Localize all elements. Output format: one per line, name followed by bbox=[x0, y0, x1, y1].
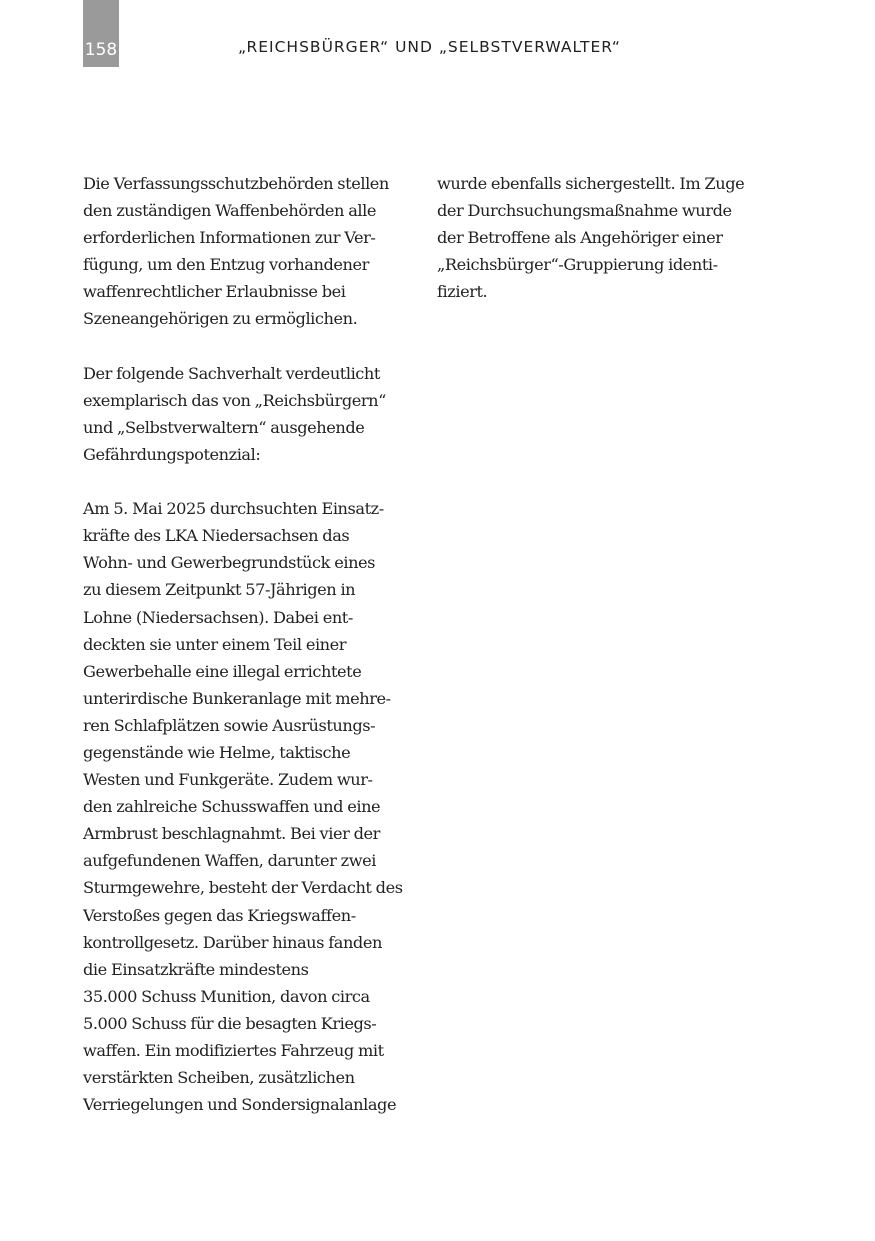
text-line: ren Schlafplätzen sowie Ausrüstungs- bbox=[83, 715, 376, 735]
text-line: erforderlichen Informationen zur Ver- bbox=[83, 228, 376, 248]
text-line: Armbrust beschlagnahmt. Bei vier der bbox=[83, 824, 380, 844]
text-line: aufgefundenen Waffen, darunter zwei bbox=[83, 851, 376, 871]
page-number: 158 bbox=[83, 0, 119, 67]
text-line: Der folgende Sachverhalt verdeutlicht bbox=[83, 363, 380, 383]
text-line: waffenrechtlicher Erlaubnisse bei bbox=[83, 282, 346, 302]
paragraph-sachverhalt-intro bbox=[83, 360, 413, 468]
text-line: waffen. Ein modifiziertes Fahrzeug mit bbox=[83, 1041, 384, 1060]
text-line: Verriegelungen und Sondersignalanlage bbox=[83, 1095, 397, 1115]
text-line: kontrollgesetz. Darüber hinaus fanden bbox=[83, 932, 382, 952]
text-line: Westen und Funkgeräte. Zudem wur- bbox=[83, 770, 373, 790]
text-line: 35.000 Schuss Munition, davon circa bbox=[83, 986, 370, 1006]
text-line: der Betroffene als Angehöriger einer bbox=[437, 228, 723, 248]
text-line: Wohn- und Gewerbegrundstück eines bbox=[83, 553, 376, 573]
text-line: fügung, um den Entzug vorhandener bbox=[83, 255, 369, 275]
text-line: Lohne (Niedersachsen). Dabei ent- bbox=[83, 607, 353, 627]
text-line: kräfte des LKA Niedersachsen das bbox=[83, 526, 350, 546]
text-line: „Reichsbürger“-Gruppierung identi- bbox=[437, 255, 718, 275]
text-line: zu diesem Zeitpunkt 57-Jährigen in bbox=[83, 580, 356, 600]
text-line: Verstoßes gegen das Kriegswaffen- bbox=[83, 905, 356, 925]
text-line: wurde ebenfalls sichergestellt. Im Zuge bbox=[437, 174, 745, 193]
paragraph-waffenbehoerden bbox=[83, 170, 413, 333]
text-line: exemplarisch das von „Reichsbürgern“ bbox=[83, 390, 386, 410]
text-line: den zuständigen Waffenbehörden alle bbox=[83, 201, 376, 221]
text-line: der Durchsuchungsmaßnahme wurde bbox=[437, 201, 732, 221]
text-line: und „Selbstverwaltern“ ausgehende bbox=[83, 417, 365, 437]
text-line: gegenstände wie Helme, taktische bbox=[83, 742, 351, 762]
text-line: unterirdische Bunkeranlage mit mehre- bbox=[83, 688, 391, 708]
text-line: deckten sie unter einem Teil einer bbox=[83, 634, 347, 654]
text-line: Gefährdungspotenzial: bbox=[83, 444, 261, 464]
text-line: fiziert. bbox=[437, 282, 488, 302]
text-line: Gewerbehalle eine illegal errichtete bbox=[83, 661, 362, 681]
text-line: den zahlreiche Schusswaffen und eine bbox=[83, 797, 381, 817]
text-line: Szeneangehörigen zu ermöglichen. bbox=[83, 309, 358, 329]
running-header-title: „REICHSBÜRGER“ UND „SELBSTVERWALTER“ bbox=[238, 38, 621, 56]
text-line: Am 5. Mai 2025 durchsuchten Einsatz- bbox=[83, 499, 384, 519]
text-line: verstärkten Scheiben, zusätzlichen bbox=[83, 1068, 355, 1088]
left-column bbox=[83, 170, 413, 1145]
right-column bbox=[437, 170, 767, 333]
text-line: Die Verfassungsschutzbehörden stellen bbox=[83, 174, 389, 193]
paragraph-sichergestellt bbox=[437, 170, 767, 305]
paragraph-durchsuchung-lohne bbox=[83, 495, 413, 1118]
text-line: 5.000 Schuss für die besagten Kriegs- bbox=[83, 1013, 377, 1033]
text-line: die Einsatzkräfte mindestens bbox=[83, 959, 309, 979]
text-line: Sturmgewehre, besteht der Verdacht des bbox=[83, 878, 403, 898]
